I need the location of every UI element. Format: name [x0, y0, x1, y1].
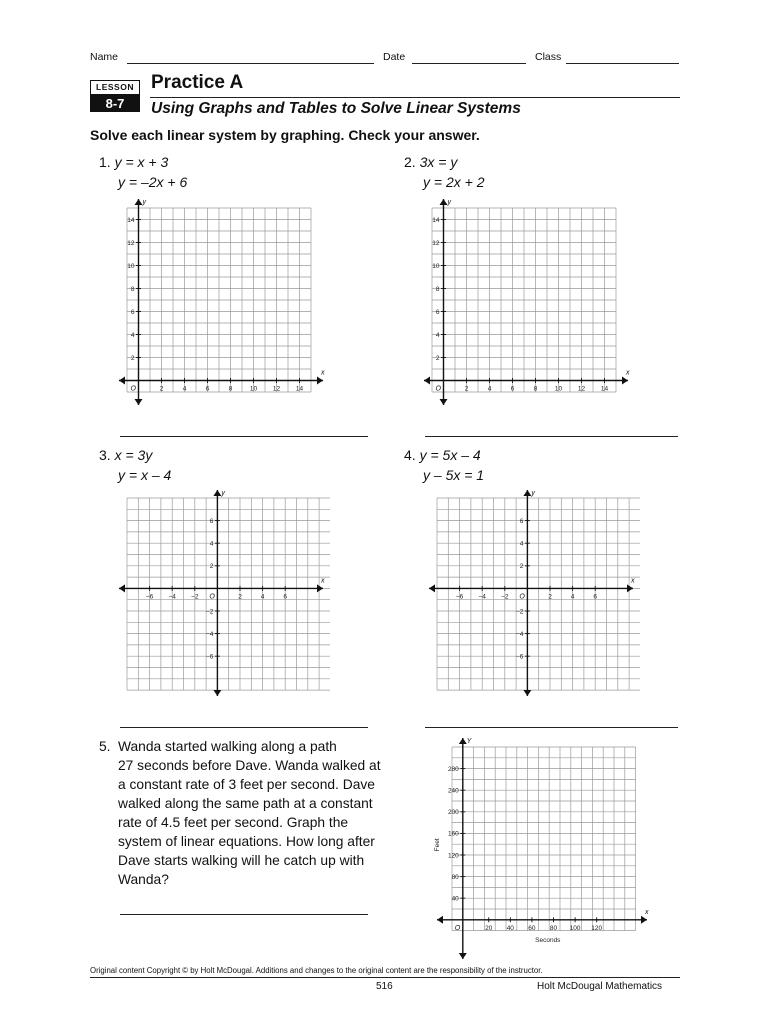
y-axis-arrow [523, 490, 531, 496]
y-tick-label: 40 [451, 895, 459, 903]
y-axis-arrow [459, 738, 467, 744]
equation-1: y = x + 3 [114, 154, 169, 170]
x-tick-label: 6 [510, 385, 515, 393]
lesson-box [90, 80, 140, 112]
y-tick-label: 80 [451, 873, 459, 881]
x-tick-label: 6 [283, 593, 288, 601]
y-axis-label: y [142, 199, 146, 206]
y-axis-arrow [213, 490, 221, 496]
x-tick-label: 4 [260, 593, 265, 601]
x-tick-label: −4 [478, 593, 486, 601]
x-tick-label: 14 [600, 385, 609, 393]
problem-2 [404, 152, 484, 192]
y-tick-label: 6 [130, 308, 135, 316]
y-axis-label: y [221, 490, 225, 497]
problem-number: 2. [404, 154, 416, 170]
y-axis-arrow [459, 953, 467, 959]
footer-rule [90, 977, 680, 978]
equation-2: y = –2x + 6 [118, 174, 188, 190]
x-tick-label: 8 [228, 385, 233, 393]
y-tick-label: 160 [447, 830, 459, 838]
problem-1 [99, 152, 187, 192]
equation-1: y = 5x – 4 [419, 447, 481, 463]
x-tick-label: 120 [591, 924, 603, 932]
y-axis-arrow [135, 199, 143, 205]
x-axis-arrow [317, 377, 323, 385]
y-axis-arrow [213, 690, 221, 696]
y-tick-label: −4 [205, 630, 214, 638]
answer-line-2[interactable] [425, 436, 678, 437]
page-number: 516 [376, 981, 393, 992]
y-tick-label: 8 [130, 285, 135, 293]
date-line[interactable] [412, 63, 526, 64]
y-axis-label: y [447, 199, 451, 206]
x-tick-label: −6 [145, 593, 154, 601]
graph-3[interactable] [115, 486, 330, 701]
x-tick-label: 14 [295, 385, 304, 393]
x-tick-label: 12 [577, 385, 586, 393]
x-axis-label: x [626, 369, 630, 377]
y-tick-label: 2 [519, 563, 524, 571]
text-line: Wanda? [118, 872, 169, 887]
x-tick-label: 2 [548, 593, 552, 601]
x-tick-label: −2 [191, 593, 199, 601]
origin-label: O [435, 385, 441, 393]
copyright-notice: Original content Copyright © by Holt McDougal. Additions and changes to the original content are the responsibility of the instructor. [90, 966, 543, 975]
problem-number: 5. [99, 739, 111, 754]
origin-label: O [519, 593, 525, 601]
equation-2: y – 5x = 1 [423, 467, 485, 483]
x-axis-label: x [321, 369, 325, 377]
y-tick-label: 6 [209, 517, 214, 525]
x-axis-arrow [627, 584, 633, 592]
graph-2[interactable] [420, 195, 635, 410]
equation-1: 3x = y [419, 154, 458, 170]
x-tick-label: 10 [554, 385, 563, 393]
problem-number: 3. [99, 447, 111, 463]
x-tick-label: 80 [549, 924, 558, 932]
y-tick-label: 2 [209, 563, 214, 571]
answer-line-1[interactable] [120, 436, 368, 437]
y-axis-label: y [531, 490, 535, 497]
x-axis-label: x [321, 577, 325, 585]
y-tick-label: 2 [435, 354, 440, 362]
y-tick-label: 14 [432, 216, 440, 224]
text-line: rate of 4.5 feet per second. Graph the [118, 815, 349, 830]
y-tick-label: 6 [435, 308, 440, 316]
instructions: Solve each linear system by graphing. Check your answer. [90, 127, 480, 143]
text-line: Wanda started walking along a path [118, 739, 337, 754]
y-tick-label: 240 [447, 787, 459, 795]
name-line[interactable] [127, 63, 374, 64]
x-tick-label: 100 [569, 924, 581, 932]
x-tick-label: 40 [506, 924, 514, 932]
x-axis-title: Seconds [535, 936, 561, 944]
graph-5[interactable] [425, 734, 655, 964]
problem-number: 1. [99, 154, 111, 170]
lesson-number: 8-7 [90, 95, 140, 112]
x-axis-arrow [424, 377, 430, 385]
y-tick-label: 12 [432, 239, 440, 247]
lesson-label: LESSON [90, 80, 140, 95]
origin-label: O [454, 924, 461, 932]
origin-label: O [130, 385, 136, 393]
graph-1[interactable] [115, 195, 330, 410]
x-tick-label: 6 [205, 385, 210, 393]
date-label: Date [383, 51, 406, 63]
publisher: Holt McDougal Mathematics [537, 981, 663, 992]
x-tick-label: 2 [238, 593, 242, 601]
x-tick-label: 4 [570, 593, 575, 601]
y-tick-label: 10 [127, 262, 135, 270]
x-tick-label: 8 [533, 385, 538, 393]
y-axis-arrow [440, 199, 448, 205]
y-tick-label: 10 [432, 262, 440, 270]
y-tick-label: −4 [515, 630, 524, 638]
x-tick-label: 4 [182, 385, 187, 393]
x-tick-label: 60 [528, 924, 536, 932]
y-axis-label: Y [466, 738, 472, 745]
answer-line-4[interactable] [425, 727, 678, 728]
text-line: system of linear equations. How long after [118, 834, 375, 849]
name-label: Name [90, 51, 119, 63]
answer-line-3[interactable] [120, 727, 368, 728]
x-axis-arrow [317, 584, 323, 592]
y-tick-label: 2 [130, 354, 135, 362]
answer-line-5[interactable] [120, 914, 368, 915]
class-label: Class [535, 51, 562, 63]
y-axis-arrow [135, 399, 143, 405]
y-tick-label: −6 [515, 653, 524, 661]
class-line[interactable] [566, 63, 679, 64]
x-axis-arrow [622, 377, 628, 385]
y-tick-label: 200 [447, 809, 459, 817]
y-tick-label: 12 [127, 239, 135, 247]
equation-1: x = 3y [114, 447, 153, 463]
equation-2: y = 2x + 2 [423, 174, 485, 190]
x-axis-label: x [631, 577, 635, 585]
text-line: walked along the same path at a constant [118, 796, 373, 811]
x-axis-arrow [429, 584, 435, 592]
title-rule [150, 97, 680, 98]
y-axis-arrow [523, 690, 531, 696]
x-tick-label: 10 [249, 385, 258, 393]
equation-2: y = x – 4 [118, 467, 172, 483]
y-tick-label: 4 [209, 540, 214, 548]
text-line: a constant rate of 3 feet per second. Dave [118, 777, 375, 792]
y-tick-label: 8 [435, 285, 440, 293]
y-tick-label: −2 [205, 608, 214, 616]
origin-label: O [209, 593, 215, 601]
y-axis-arrow [440, 399, 448, 405]
x-tick-label: −4 [168, 593, 176, 601]
problem-4 [404, 445, 484, 485]
y-tick-label: 120 [447, 852, 459, 860]
y-tick-label: 4 [435, 331, 440, 339]
y-tick-label: 280 [447, 765, 459, 773]
y-tick-label: 6 [519, 517, 524, 525]
x-axis-arrow [641, 916, 647, 924]
y-tick-label: 14 [127, 216, 135, 224]
x-tick-label: 2 [464, 385, 469, 393]
x-tick-label: 4 [487, 385, 492, 393]
x-axis-arrow [119, 584, 125, 592]
x-tick-label: −6 [455, 593, 464, 601]
text-line: Dave starts walking will he catch up with [118, 853, 365, 868]
x-axis-arrow [437, 916, 443, 924]
y-axis-title: Feet [434, 838, 441, 852]
problem-5 [99, 737, 419, 889]
problem-3 [99, 445, 171, 485]
problem-5-text [118, 737, 419, 889]
y-tick-label: 4 [519, 540, 524, 548]
y-tick-label: 4 [130, 331, 135, 339]
x-tick-label: 6 [593, 593, 598, 601]
x-tick-label: 20 [485, 924, 493, 932]
x-tick-label: 12 [272, 385, 281, 393]
page-title: Practice A [151, 72, 244, 93]
text-line: 27 seconds before Dave. Wanda walked at [118, 758, 381, 773]
y-tick-label: −2 [515, 608, 524, 616]
graph-4[interactable] [425, 486, 640, 701]
page-subtitle: Using Graphs and Tables to Solve Linear Systems [151, 100, 521, 117]
x-axis-arrow [119, 377, 125, 385]
x-axis-label: x [645, 908, 649, 916]
x-tick-label: 2 [159, 385, 164, 393]
problem-number: 4. [404, 447, 416, 463]
y-tick-label: −6 [205, 653, 214, 661]
x-tick-label: −2 [501, 593, 509, 601]
